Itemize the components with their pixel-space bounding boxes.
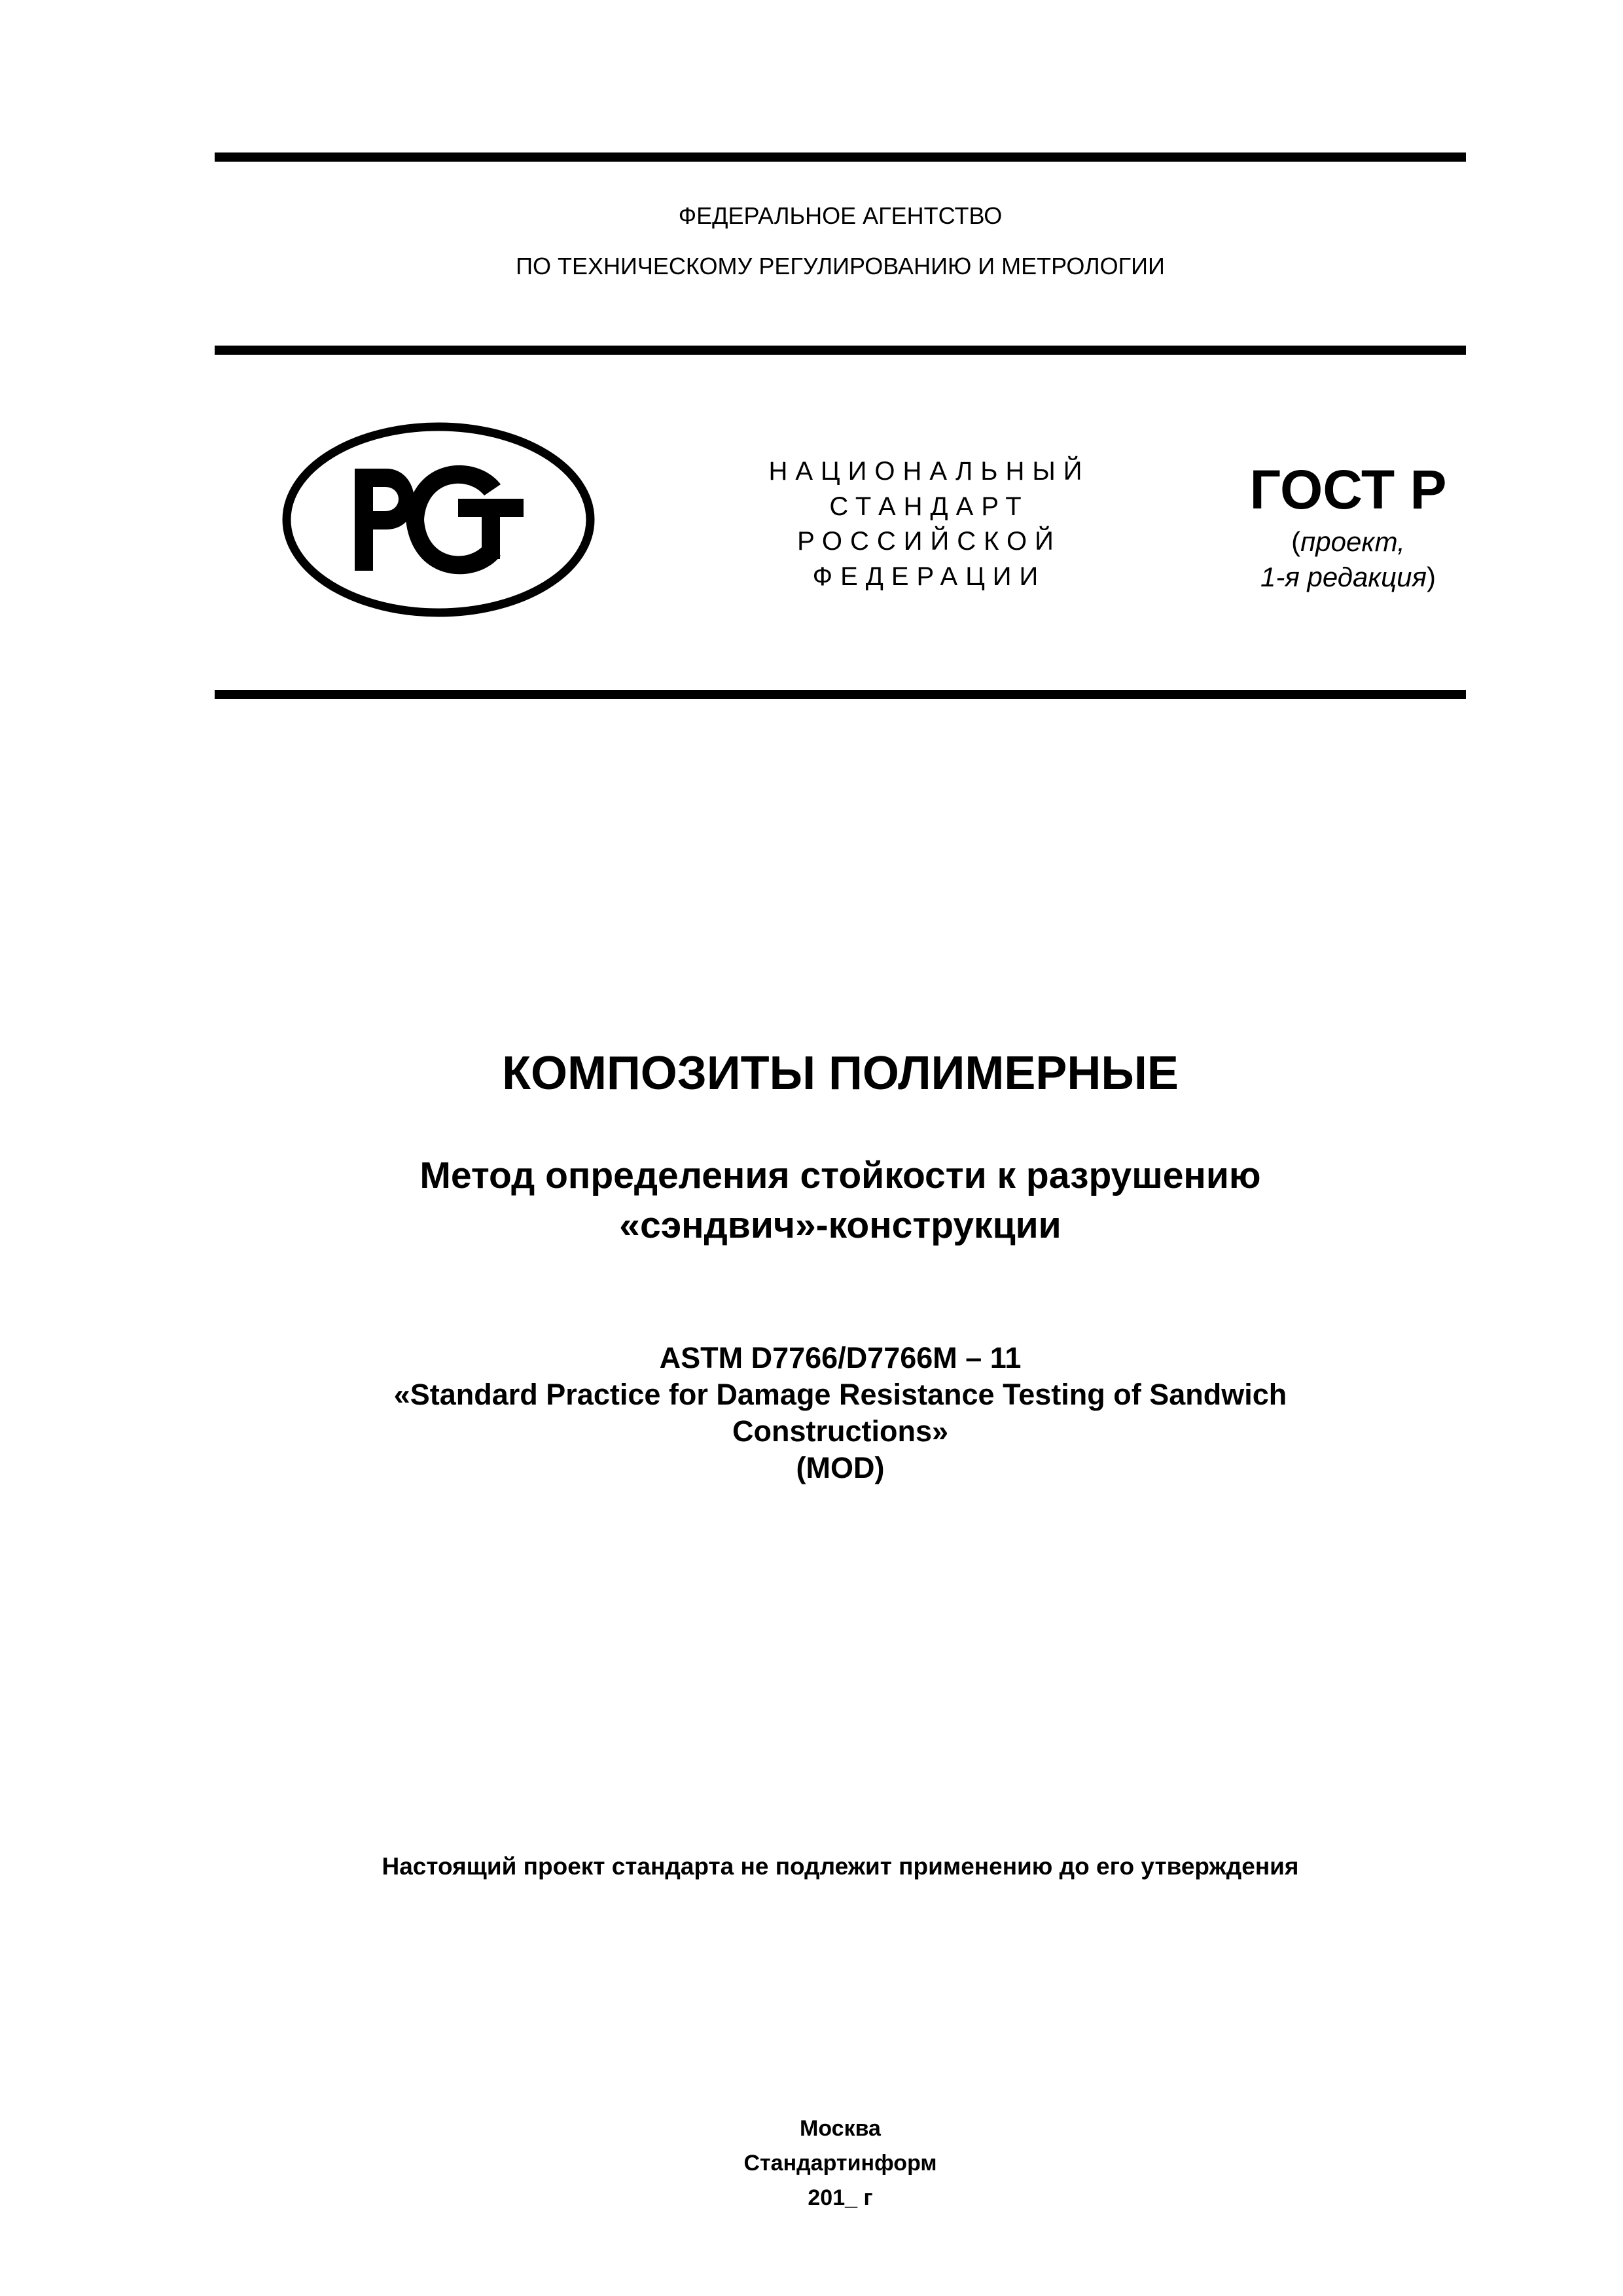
imprint-publisher: Стандартинформ: [743, 2151, 937, 2176]
gost-draft-text2: 1-я редакция: [1260, 562, 1427, 592]
astm-code: ASTM D7766/D7766M – 11: [659, 1341, 1022, 1374]
logo-section-rule: [215, 690, 1466, 699]
gost-draft-text1: проект,: [1300, 526, 1405, 557]
national-standard-line4: ФЕДЕРАЦИИ: [812, 562, 1046, 591]
gost-draft-line2: 1-я редакция): [1260, 562, 1436, 592]
agency-name-line2: ПО ТЕХНИЧЕСКОМУ РЕГУЛИРОВАНИЮ И МЕТРОЛОГИИ: [516, 253, 1165, 279]
astm-title-line2: Constructions»: [732, 1414, 949, 1448]
document-title: КОМПОЗИТЫ ПОЛИМЕРНЫЕ: [502, 1047, 1179, 1100]
document-subtitle-line1: Метод определения стойкости к разрушению: [419, 1155, 1261, 1196]
draft-notice: Настоящий проект стандарта не подлежит применению до его утверждения: [382, 1853, 1299, 1880]
rst-logo-icon: [281, 422, 596, 618]
national-standard-line3: РОССИЙСКОЙ: [797, 527, 1061, 556]
header-rule: [215, 346, 1466, 355]
document-subtitle-line2: «сэндвич»-конструкции: [619, 1204, 1061, 1246]
gost-draft-line1: (проект,: [1291, 526, 1405, 557]
national-standard-line2: СТАНДАРТ: [829, 492, 1029, 521]
imprint-city: Москва: [800, 2116, 881, 2141]
rst-logo: [281, 422, 596, 618]
agency-name-line1: ФЕДЕРАЛЬНОЕ АГЕНТСТВО: [678, 202, 1003, 229]
national-standard-line1: НАЦИОНАЛЬНЫЙ: [768, 457, 1090, 486]
imprint-year: 201_ г: [808, 2185, 873, 2210]
modification-label: (MOD): [796, 1451, 885, 1484]
astm-title-line1: «Standard Practice for Damage Resistance Testing of Sandwich: [393, 1378, 1287, 1411]
top-rule: [215, 152, 1466, 162]
gost-designation: ГОСТ Р: [1249, 459, 1447, 520]
